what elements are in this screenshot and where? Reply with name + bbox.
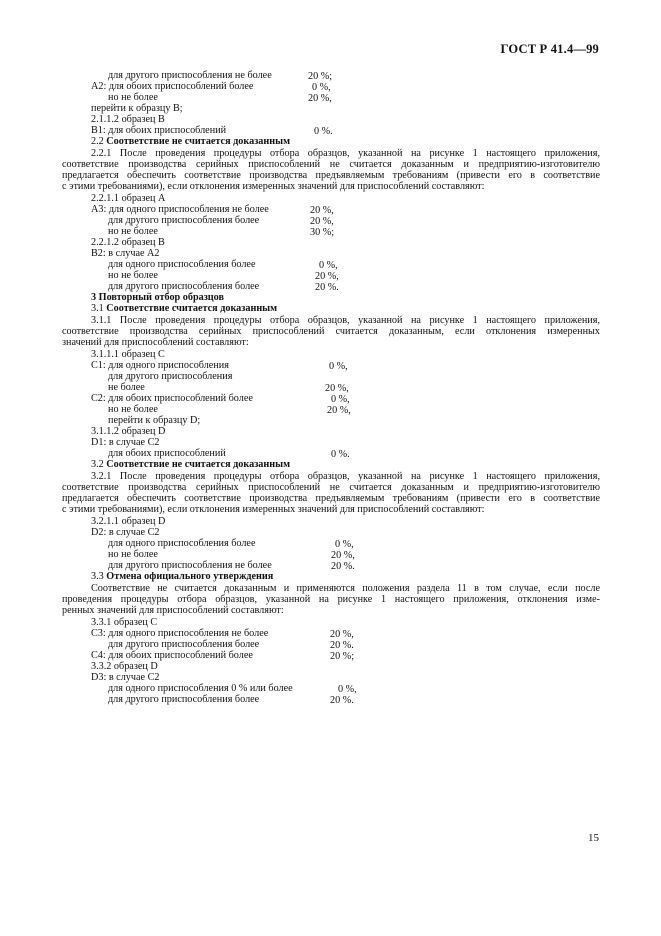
- line-text: C2: для обоих приспособлений более: [91, 393, 253, 404]
- line-text: B1: для обоих приспособлений: [91, 125, 227, 136]
- line-text: но не более: [108, 270, 158, 281]
- line-text: для другого приспособления не более: [108, 70, 272, 81]
- line-text: D2: в случае C2: [91, 527, 160, 538]
- text-line: [108, 695, 259, 706]
- section-heading: 3 Повторный отбор образцов: [91, 292, 225, 303]
- document-header: ГОСТ Р 41.4—99: [500, 42, 599, 56]
- line-text: перейти к образцу D;: [108, 415, 201, 426]
- line-text: A3: для одного приспособления не более: [91, 204, 269, 215]
- deviation-value: 20 %,: [330, 629, 354, 640]
- deviation-value: 20 %,: [308, 93, 332, 104]
- deviation-value: 0 %.: [331, 449, 350, 460]
- line-text: 3.1: [91, 303, 107, 314]
- deviation-value: 0 %,: [338, 684, 357, 695]
- text-line: [91, 137, 290, 148]
- line-text: 3.3: [91, 571, 107, 582]
- line-text: C3: для одного приспособления не более: [91, 628, 269, 639]
- line-text: для одного приспособления 0 % или более: [108, 683, 293, 694]
- line-text: но не более: [108, 404, 158, 415]
- line-text: 2.2: [91, 136, 107, 147]
- deviation-value: 20 %;: [308, 71, 333, 82]
- line-text: перейти к образцу B;: [91, 103, 183, 114]
- line-text: для другого приспособления более: [108, 639, 260, 650]
- line-text: 3.3.1 образец C: [91, 617, 158, 628]
- section-heading: Отмена официального утверждения: [106, 571, 274, 582]
- text-line: [62, 505, 484, 516]
- line-text: не более: [108, 382, 145, 393]
- line-text: для одного приспособления более: [108, 538, 256, 549]
- deviation-value: 20 %,: [310, 205, 334, 216]
- deviation-value: 20 %.: [330, 695, 354, 706]
- deviation-value: 0 %,: [331, 394, 350, 405]
- deviation-value: 20 %,: [327, 405, 351, 416]
- line-text: C1: для одного приспособления: [91, 360, 229, 371]
- line-text: значений для приспособлений составляют:: [62, 337, 249, 348]
- text-line: [62, 338, 249, 349]
- line-text: для одного приспособления более: [108, 259, 256, 270]
- line-text: предлагается обеспечить соответствие производства предъявляемым требованиям (привести его в соответствие: [62, 170, 600, 181]
- text-line: [91, 304, 277, 315]
- line-text: соответствие производства серийных приспособлений не считается доказанным и предприятию-изготовителю: [62, 482, 600, 493]
- deviation-value: 20 %,: [315, 271, 339, 282]
- deviation-value: 20 %,: [331, 550, 355, 561]
- line-text: 2.2.1.1 образец A: [91, 193, 166, 204]
- line-text: 3.2.1 После проведения процедуры отбора образцов, указанной на рисунке 1 настоящего приложения,: [91, 471, 600, 482]
- line-text: для другого приспособления более: [108, 694, 260, 705]
- deviation-value: 20 %.: [331, 561, 355, 572]
- deviation-value: 0 %.: [314, 126, 333, 137]
- deviation-value: 0 %,: [335, 539, 354, 550]
- line-text: но не более: [108, 226, 158, 237]
- line-text: Соответствие не считается доказанным и применяются положения раздела 11 в том случае, если после: [91, 583, 600, 594]
- deviation-value: 20 %.: [315, 282, 339, 293]
- line-text: 3.1.1.2 образец D: [91, 426, 166, 437]
- text-line: [62, 182, 484, 193]
- text-line: [62, 606, 284, 617]
- line-text: с этими требованиями), если отклонения измеренных значений для приспособлений составляют:: [62, 181, 485, 192]
- line-text: 2.1.1.2 образец B: [91, 114, 165, 125]
- line-text: для другого приспособления более: [108, 281, 260, 292]
- line-text: A2: для обоих приспособлений более: [91, 81, 254, 92]
- line-text: но не более: [108, 549, 158, 560]
- section-heading: Соответствие не считается доказанным: [106, 459, 291, 470]
- line-text: ренных значений для приспособлений составляют:: [62, 605, 284, 616]
- line-text: C4: для обоих приспособлений более: [91, 650, 253, 661]
- text-line: [91, 460, 290, 471]
- line-text: D1: в случае C2: [91, 437, 160, 448]
- deviation-value: 20 %.: [330, 640, 354, 651]
- deviation-value: 30 %;: [310, 227, 335, 238]
- deviation-value: 20 %,: [325, 383, 349, 394]
- line-text: но не более: [108, 92, 158, 103]
- section-heading: Соответствие не считается доказанным: [106, 136, 291, 147]
- line-text: 3.1.1.1 образец C: [91, 349, 165, 360]
- deviation-value: 20 %,: [310, 216, 334, 227]
- line-text: для другого приспособления не более: [108, 560, 272, 571]
- line-text: 3.3.2 образец D: [91, 661, 158, 672]
- page-number: 15: [588, 832, 599, 844]
- line-text: 3.2: [91, 459, 107, 470]
- line-text: для другого приспособления: [108, 371, 233, 382]
- deviation-value: 0 %,: [312, 82, 331, 93]
- line-text: B2: в случае A2: [91, 248, 160, 259]
- line-text: 2.2.1.2 образец B: [91, 237, 165, 248]
- line-text: соответствие производства серийных приспособлений не считается доказанным и предприятию-изготовителю: [62, 159, 600, 170]
- deviation-value: 0 %,: [319, 260, 338, 271]
- section-heading: Соответствие считается доказанным: [106, 303, 278, 314]
- line-text: соответствие производства серийных приспособлений считается доказанным, если отклонения измеренных: [62, 326, 600, 337]
- deviation-value: 20 %;: [330, 651, 355, 662]
- text-line: [91, 572, 273, 583]
- line-text: с этими требованиями), если отклонения измеренных значений для приспособлений составляют:: [62, 504, 485, 515]
- line-text: предлагается обеспечить соответствие производства предъявляемым требованиям (привести его в соответствие: [62, 493, 600, 504]
- line-text: для другого приспособления более: [108, 215, 260, 226]
- line-text: проведения процедуры отбора образцов, указанной на рисунке 1 настоящего приложения, отклонения изме-: [62, 594, 600, 605]
- line-text: для обоих приспособлений: [108, 448, 226, 459]
- line-text: 3.2.1.1 образец D: [91, 516, 166, 527]
- line-text: D3: в случае C2: [91, 672, 160, 683]
- deviation-value: 0 %,: [329, 361, 348, 372]
- line-text: 3.1.1 После проведения процедуры отбора образцов, указанной на рисунке 1 настоящего приложения,: [91, 315, 600, 326]
- line-text: 2.2.1 После проведения процедуры отбора образцов, указанной на рисунке 1 настоящего приложения,: [91, 148, 600, 159]
